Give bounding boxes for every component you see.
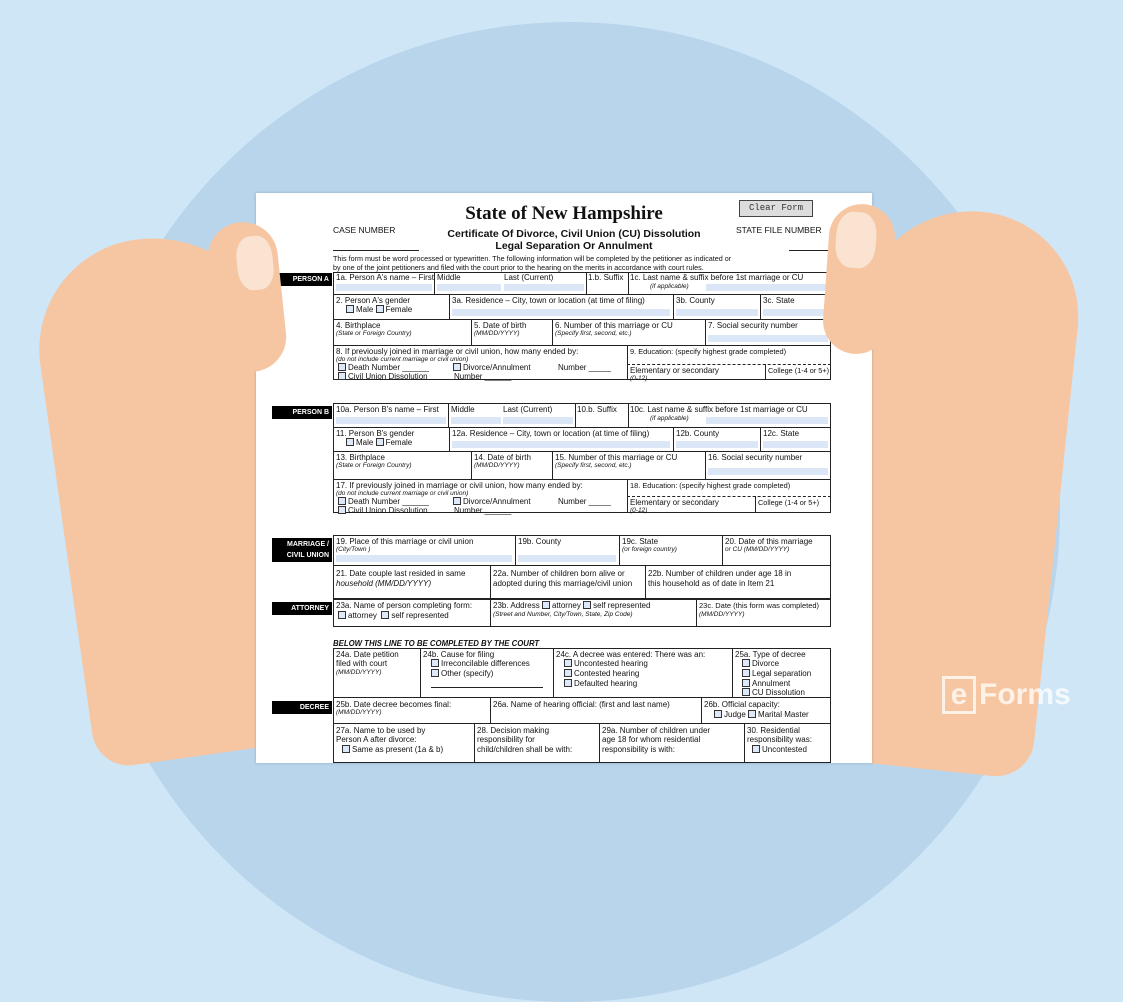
b-last-name-input[interactable] (503, 417, 573, 424)
field-28-label-3: child/children shall be with: (477, 745, 573, 754)
field-19c-label: 19c. State (622, 537, 659, 546)
divorce-checkbox[interactable] (453, 363, 461, 371)
same-name-checkbox[interactable] (342, 745, 350, 753)
person-b-section-label: PERSON B (272, 406, 332, 419)
field-23b-label: 23b. Address attorney self represented (493, 601, 651, 610)
field-12a-label: 12a. Residence – City, town or location (at time of filing) (452, 429, 650, 438)
eforms-logo-e: e (942, 676, 976, 714)
field-14-sub: (MM/DD/YYYY) (474, 462, 520, 469)
b-county-input[interactable] (676, 441, 758, 448)
b-elementary-sub: (0-12) (630, 507, 648, 514)
address-attorney-checkbox[interactable] (542, 601, 550, 609)
field-19c-sub: (or foreign country) (622, 546, 677, 553)
b-residence-input[interactable] (452, 441, 670, 448)
marriage-county-input[interactable] (518, 555, 616, 562)
decree-legal-checkbox[interactable] (742, 669, 750, 677)
same-name-option: Same as present (1a & b) (342, 745, 443, 754)
field-19b-label: 19b. County (518, 537, 562, 546)
field-8-label: 8. If previously joined in marriage or civil union, how many ended by: (336, 347, 579, 356)
uncontested-residential-option: Uncontested (752, 745, 807, 754)
field-17-label: 17. If previously joined in marriage or civil union, how many ended by: (336, 481, 583, 490)
marriage-place-input[interactable] (336, 555, 512, 562)
state-input[interactable] (763, 309, 828, 316)
field-19-sub: (City/Town ) (336, 546, 371, 553)
gender-options: Male Female (346, 305, 412, 314)
female-checkbox[interactable] (376, 305, 384, 313)
field-10b-label: 10.b. Suffix (577, 405, 617, 414)
field-10c-label: 10c. Last name & suffix before 1st marriage or CU (630, 405, 808, 414)
master-checkbox[interactable] (748, 710, 756, 718)
field-4-sub: (State or Foreign Country) (336, 330, 412, 337)
form-title: State of New Hampshire (465, 203, 663, 224)
field-22b-label: 22b. Number of children under age 18 in (648, 569, 792, 578)
other-checkbox[interactable] (431, 669, 439, 677)
uncontested-checkbox[interactable] (564, 659, 572, 667)
field-15-sub: (Specify first, second, etc.) (555, 462, 632, 469)
field-1a-label: 1a. Person A's name – First (336, 273, 435, 282)
field-4-label: 4. Birthplace (336, 321, 381, 330)
field-24a-label: 24a. Date petition (336, 650, 399, 659)
b-cud-number: Number ______ (454, 506, 512, 515)
field-29a-label: 29a. Number of children under (602, 726, 711, 735)
contested-option: Contested hearing (564, 669, 639, 678)
b-state-input[interactable] (763, 441, 828, 448)
marriage-section-label: MARRIAGE / CIVIL UNION (272, 538, 332, 562)
field-3c-label: 3c. State (763, 296, 795, 305)
decree-cud-option: CU Dissolution (742, 688, 805, 697)
field-22b-sub: this household as of date in Item 21 (648, 579, 775, 588)
field-7-label: 7. Social security number (708, 321, 798, 330)
field-11-label: 11. Person B's gender (336, 429, 415, 438)
field-6-label: 6. Number of this marriage or CU (555, 321, 673, 330)
divorce-option: Divorce/Annulment (453, 363, 531, 372)
field-29a-label-3: responsibility is with: (602, 745, 675, 754)
field-26a-label: 26a. Name of hearing official: (first and last name) (493, 700, 670, 709)
field-13-label: 13. Birthplace (336, 453, 385, 462)
b-death-option: Death Number ______ (338, 497, 429, 506)
decree-annul-checkbox[interactable] (742, 679, 750, 687)
field-27a-label-2: Person A after divorce: (336, 735, 417, 744)
field-3a-label: 3a. Residence – City, town or location (at time of filing) (452, 296, 645, 305)
field-last-label: Last (Current) (504, 273, 554, 282)
death-option: Death Number ______ (338, 363, 429, 372)
field-5-label: 5. Date of birth (474, 321, 527, 330)
b-college-label: College (1-4 or 5+) (758, 498, 820, 507)
field-26b-label: 26b. Official capacity: (704, 700, 780, 709)
field-6-sub: (Specify first, second, etc.) (555, 330, 632, 337)
b-maiden-name-input[interactable] (706, 417, 828, 424)
field-12b-label: 12b. County (676, 429, 720, 438)
field-21-label: 21. Date couple last resided in same (336, 569, 466, 578)
b-divorce-option: Divorce/Annulment (453, 497, 531, 506)
decree-cud-checkbox[interactable] (742, 688, 750, 696)
divorce-certificate-form (256, 193, 872, 763)
field-23c-label: 23c. Date (this form was completed) (699, 601, 820, 610)
college-label: College (1-4 or 5+) (768, 366, 830, 375)
field-23c-sub: (MM/DD/YYYY) (699, 611, 745, 618)
field-21-sub: household (MM/DD/YYYY) (336, 579, 432, 588)
field-23a-label: 23a. Name of person completing form: (336, 601, 473, 610)
field-24b-label: 24b. Cause for filing (423, 650, 495, 659)
cud-checkbox[interactable] (338, 372, 346, 380)
field-1b-label: 1.b. Suffix (588, 273, 624, 282)
field-18-label: 18. Education: (specify highest grade completed) (630, 481, 791, 490)
b-divorce-number: Number _____ (558, 497, 611, 506)
field-29a-label-2: age 18 for whom residential (602, 735, 701, 744)
field-10a-label: 10a. Person B's name – First (336, 405, 439, 414)
field-17-sub: (do not include current marriage or civil union) (336, 490, 469, 497)
field-13-sub: (State or Foreign Country) (336, 462, 412, 469)
field-1a-input[interactable] (336, 284, 432, 291)
field-23b-sub: (Street and Number, City/Town, State, Zip Code) (493, 611, 633, 618)
cud-number: Number ______ (454, 372, 512, 381)
field-3b-label: 3b. County (676, 296, 715, 305)
field-5-sub: (MM/DD/YYYY) (474, 330, 520, 337)
field-14-label: 14. Date of birth (474, 453, 531, 462)
field-24c-label: 24c. A decree was entered: There was an: (556, 650, 706, 659)
b-first-name-input[interactable] (336, 417, 446, 424)
b-ssn-input[interactable] (708, 468, 828, 475)
intro-text: This form must be word processed or typewritten. The following information will be completed by the petitioner as indicated or (333, 254, 732, 263)
field-27a-label: 27a. Name to be used by (336, 726, 426, 735)
b-female-checkbox[interactable] (376, 438, 384, 446)
field-25b-sub: (MM/DD/YYYY) (336, 709, 382, 716)
eforms-watermark (942, 676, 1078, 716)
case-number-label: CASE NUMBER (333, 225, 396, 235)
b-cud-option: Civil Union Dissolution (338, 506, 428, 515)
elementary-sub: (0-12) (630, 375, 648, 382)
decree-legal-option: Legal separation (742, 669, 811, 678)
irreconcilable-checkbox[interactable] (431, 659, 439, 667)
uncontested-residential-checkbox[interactable] (752, 745, 760, 753)
court-heading: BELOW THIS LINE TO BE COMPLETED BY THE COURT (333, 639, 540, 648)
field-16-label: 16. Social security number (708, 453, 803, 462)
field-25b-label: 25b. Date decree becomes final: (336, 700, 452, 709)
cud-option: Civil Union Dissolution (338, 372, 428, 381)
self-represented-checkbox[interactable] (381, 611, 389, 619)
form-subtitle: Certificate Of Divorce, Civil Union (CU) Dissolution (447, 228, 701, 240)
b-middle-name-input[interactable] (451, 417, 501, 424)
death-checkbox[interactable] (338, 363, 346, 371)
middle-name-input[interactable] (437, 284, 501, 291)
field-28-label-2: responsibility for (477, 735, 535, 744)
field-22a-sub: adopted during this marriage/civil union (493, 579, 633, 588)
last-name-input[interactable] (504, 284, 584, 291)
divorce-number: Number _____ (558, 363, 611, 372)
uncontested-option: Uncontested hearing (564, 659, 648, 668)
b-death-checkbox[interactable] (338, 497, 346, 505)
residence-input[interactable] (452, 309, 670, 316)
intro-text-2: by one of the joint petitioners and filed with the court prior to the hearing on the merits in accordance with court rules. (333, 263, 704, 272)
clear-form-button[interactable]: Clear Form (739, 200, 813, 217)
person-a-section-label: PERSON A (272, 273, 332, 286)
county-input[interactable] (676, 309, 758, 316)
decree-section-label: DECREE (272, 701, 332, 714)
field-24a-label-2: filed with court (336, 659, 388, 668)
field-1c-sub: (if applicable) (650, 283, 689, 290)
field-10c-sub: (if applicable) (650, 415, 689, 422)
field-19-label: 19. Place of this marriage or civil union (336, 537, 474, 546)
b-gender-options: Male Female (346, 438, 412, 447)
attorney-section-label: ATTORNEY (272, 602, 332, 615)
b-elementary-label: Elementary or secondary (630, 498, 719, 507)
male-checkbox[interactable] (346, 305, 354, 313)
decree-divorce-checkbox[interactable] (742, 659, 750, 667)
b-cud-checkbox[interactable] (338, 506, 346, 514)
completer-options: attorney self represented (338, 611, 449, 620)
field-2-label: 2. Person A's gender (336, 296, 411, 305)
field-25a-label: 25a. Type of decree (735, 650, 806, 659)
field-20-label: 20. Date of this marriage (725, 537, 813, 546)
elementary-label: Elementary or secondary (630, 366, 719, 375)
field-9-label: 9. Education: (specify highest grade completed) (630, 347, 787, 356)
field-b-last-label: Last (Current) (503, 405, 553, 414)
field-30-label-2: responsibility was: (747, 735, 812, 744)
attorney-checkbox[interactable] (338, 611, 346, 619)
maiden-name-input[interactable] (706, 284, 828, 291)
field-30-label: 30. Residential (747, 726, 800, 735)
judge-checkbox[interactable] (714, 710, 722, 718)
decree-divorce-option: Divorce (742, 659, 779, 668)
irreconcilable-option: Irreconcilable differences (431, 659, 530, 668)
field-22a-label: 22a. Number of children born alive or (493, 569, 625, 578)
field-12c-label: 12c. State (763, 429, 800, 438)
b-divorce-checkbox[interactable] (453, 497, 461, 505)
field-15-label: 15. Number of this marriage or CU (555, 453, 678, 462)
field-28-label: 28. Decision making (477, 726, 550, 735)
field-24a-sub: (MM/DD/YYYY) (336, 669, 382, 676)
field-8-sub: (do not include current marriage or civil union) (336, 356, 469, 363)
defaulted-option: Defaulted hearing (564, 679, 637, 688)
ssn-input[interactable] (708, 335, 828, 342)
other-option: Other (specify) (431, 669, 493, 678)
field-middle-label: Middle (437, 273, 461, 282)
decree-annul-option: Annulment (742, 679, 790, 688)
state-file-number-label: STATE FILE NUMBER (736, 225, 822, 235)
address-self-checkbox[interactable] (583, 601, 591, 609)
b-male-checkbox[interactable] (346, 438, 354, 446)
field-b-middle-label: Middle (451, 405, 475, 414)
defaulted-checkbox[interactable] (564, 679, 572, 687)
capacity-options: Judge Marital Master (714, 710, 809, 719)
eforms-logo-text: Forms (979, 678, 1071, 711)
form-subtitle-2: Legal Separation Or Annulment (495, 240, 653, 252)
field-20-sub: or CU (MM/DD/YYYY) (725, 546, 790, 553)
field-1c-label: 1c. Last name & suffix before 1st marriage or CU (630, 273, 804, 282)
contested-checkbox[interactable] (564, 669, 572, 677)
